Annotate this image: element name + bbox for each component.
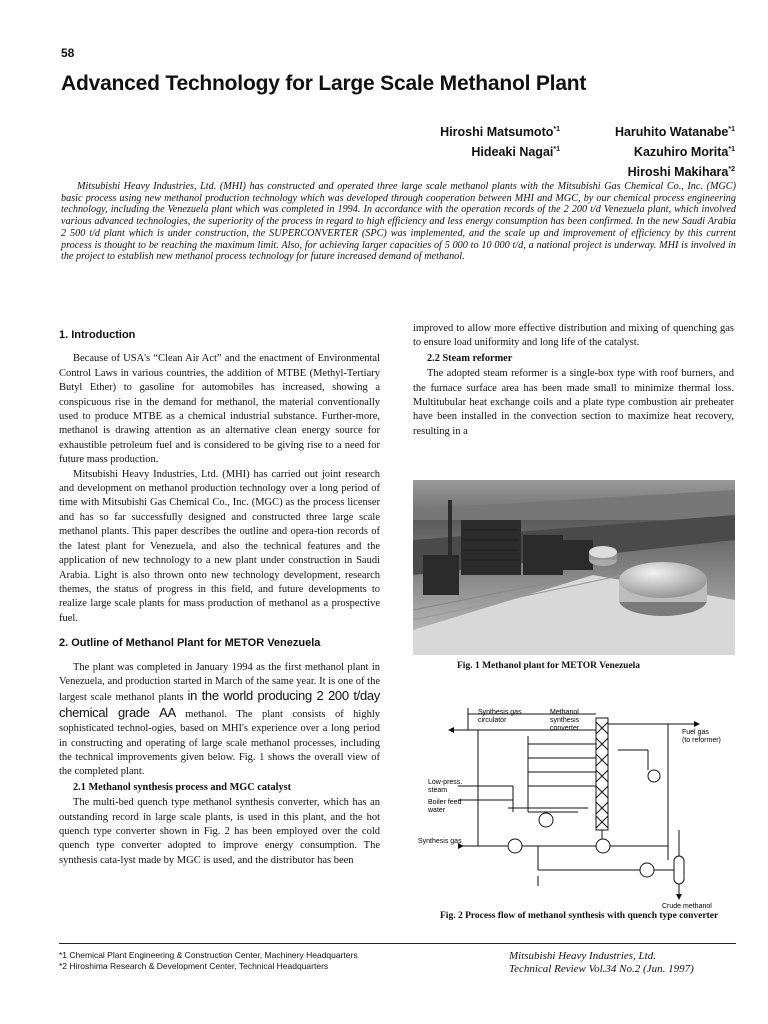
journal-citation: Mitsubishi Heavy Industries, Ltd. Technical Review Vol.34 No.2 (Jun. 1997) <box>509 950 694 975</box>
plant-photo <box>413 480 735 655</box>
left-column <box>59 322 380 868</box>
label-circulator-1: Synthesis gas <box>478 709 522 716</box>
author: Kazuhiro Morita$^{*1}$ <box>633 145 735 159</box>
author-list-right <box>615 121 735 181</box>
svg-text:Boiler feed water: Boiler feed water <box>428 799 462 814</box>
abstract: Mitsubishi Heavy Industries, Ltd. (MHI) has constructed and operated three large scale methanol plants with the Mitsubishi Gas Chemical Co., Inc. (MGC) basic process using new methanol production technology which was developed through cooperation between MHI and MGC, by our chemical process engineering technology, including the Venezuela plant which was completed in 1994. In accordance with the operation records of the 2 200 t/d Venezuela plant, which involved various advanced technologies, the superiority of the process in regard to high efficiency and less energy consumption has been confirmed. In the new Saudi Arabia 2 500 t/d plant which is under construction, the SUPERCONVERTER (SPC) was implemented, and the scale up and improvement of efficiency by this current process is thought to be reaching the maximum limit. Also, for achieving larger capacities of 5 000 to 10 000 t/d, a national project is underway. MHI is involved in the project to establish new methanol process technology for future increased demand of methanol. <box>61 181 736 263</box>
svg-text:Methanol synthesis: Methanol synthesis converter <box>550 709 580 732</box>
label-circulator-2: circulator <box>478 717 507 724</box>
author: Hideaki Nagai$^{*1}$ <box>471 145 560 159</box>
large-print-line: in the world producing 2 200 t/day chemical grade AA <box>59 688 381 720</box>
footnote: *2 Hiroshima Research & Development Center, Technical Headquarters <box>59 961 329 971</box>
page-number: 58 <box>61 46 75 60</box>
label-crude-methanol: Crude methanol <box>662 903 712 910</box>
figure-1-caption: Fig. 1 Methanol plant for METOR Venezuela <box>457 661 641 671</box>
paragraph: Because of USA's “Clean Air Act” and the enactment of Environmental Control Laws in various countries, the addition of MTBE (Methyl-Tertiary Butyl Ether) to gasoline for automobiles has increased, showing a conspicuous rise in the demand for methanol, the material conventionally used to produce MTBE as a chemical industrial substance. Further-more, methanol is drawing attention as an alternative clean energy source for exhaustible petroleum fuel and is considered to be giving rise to a need for future mass production. <box>59 353 380 466</box>
section-heading-outline: 2. Outline of Methanol Plant for METOR Venezuela <box>59 637 321 650</box>
right-column <box>413 322 734 439</box>
page-title: Advanced Technology for Large Scale Methanol Plant <box>61 72 587 95</box>
paragraph: The plant was completed in January 1994 as the first methanol plant in Venezuela, and production started in March of the same year. It is one of the largest scale methanol plants in the world producing 2 200 t/day chemical grade AA methanol. The plant consists of highly sophisticated technol-ogies, based on MHI's experience over a long period in constructing and operating of large scale methanol processes, including the technical improvements given below. Fig. 1 shows the overall view of the completed plant. <box>59 661 381 778</box>
author: Hiroshi Makihara$^{*2}$ <box>627 165 735 179</box>
footer-divider <box>59 943 736 944</box>
paragraph: The multi-bed quench type methanol synthesis converter, which has an outstanding record in large scale plants, is used in this plant, and the hot quench type converter shown in Fig. 2 has been employed over the cold quench type converter adopted to improve energy consumption. The synthesis cata-lyst made by MGC is used, and the distributor has been <box>59 797 380 866</box>
svg-text:Low-press. steam: Low-press. steam <box>428 779 463 794</box>
subsection-heading-2-1: 2.1 Methanol synthesis process and MGC catalyst <box>73 781 292 793</box>
label-synthesis-gas: Synthesis gas <box>418 838 462 845</box>
author: Haruhito Watanabe$^{*1}$ <box>614 125 735 139</box>
author-list-left <box>440 121 560 161</box>
svg-text:Synthesis gas circulator <box>478 709 524 724</box>
paragraph: improved to allow more effective distribution and mixing of quenching gas to ensure load uniformity and long life of the catalyst. <box>413 323 734 349</box>
paragraph: Mitsubishi Heavy Industries, Ltd. (MHI) has carried out joint research and development on methanol production technology over a long period of time with Mitsubishi Gas Chemical Co., Inc. (MGC) as the process licenser and has so far successfully designed and constructed three large scale methanol plants. This paper describes the outline and opera-tion records of the latest plant for Venezuela, and also the technical features and the application of new technology to a new plant under construction in Saudi Arabia. Light is also thrown onto new technology development, research themes, the status of progress in this field, and future developments to realize large scale plants for mass production of methanol as a prospective fuel. <box>59 468 380 624</box>
process-flow-diagram <box>418 700 736 910</box>
author: Hiroshi Matsumoto$^{*1}$ <box>440 125 560 139</box>
figure-2-caption: Fig. 2 Process flow of methanol synthesis with quench type converter <box>440 911 719 921</box>
footnote: *1 Chemical Plant Engineering & Construction Center, Machinery Headquarters <box>59 950 358 960</box>
section-heading-introduction: 1. Introduction <box>59 329 136 341</box>
paragraph: The adopted steam reformer is a single-box type with roof burners, and the furnace surface area has been made small to minimize thermal loss. Multitubular heat exchange coils and a plate type combustion air preheater have been installed in the convection section to maximize heat recovery, resulting in a <box>413 368 734 437</box>
svg-text:Fuel gas (to reformer): Fuel gas (to reformer) <box>682 729 721 744</box>
footnotes <box>59 950 358 972</box>
subsection-heading-2-2: 2.2 Steam reformer <box>427 352 513 364</box>
